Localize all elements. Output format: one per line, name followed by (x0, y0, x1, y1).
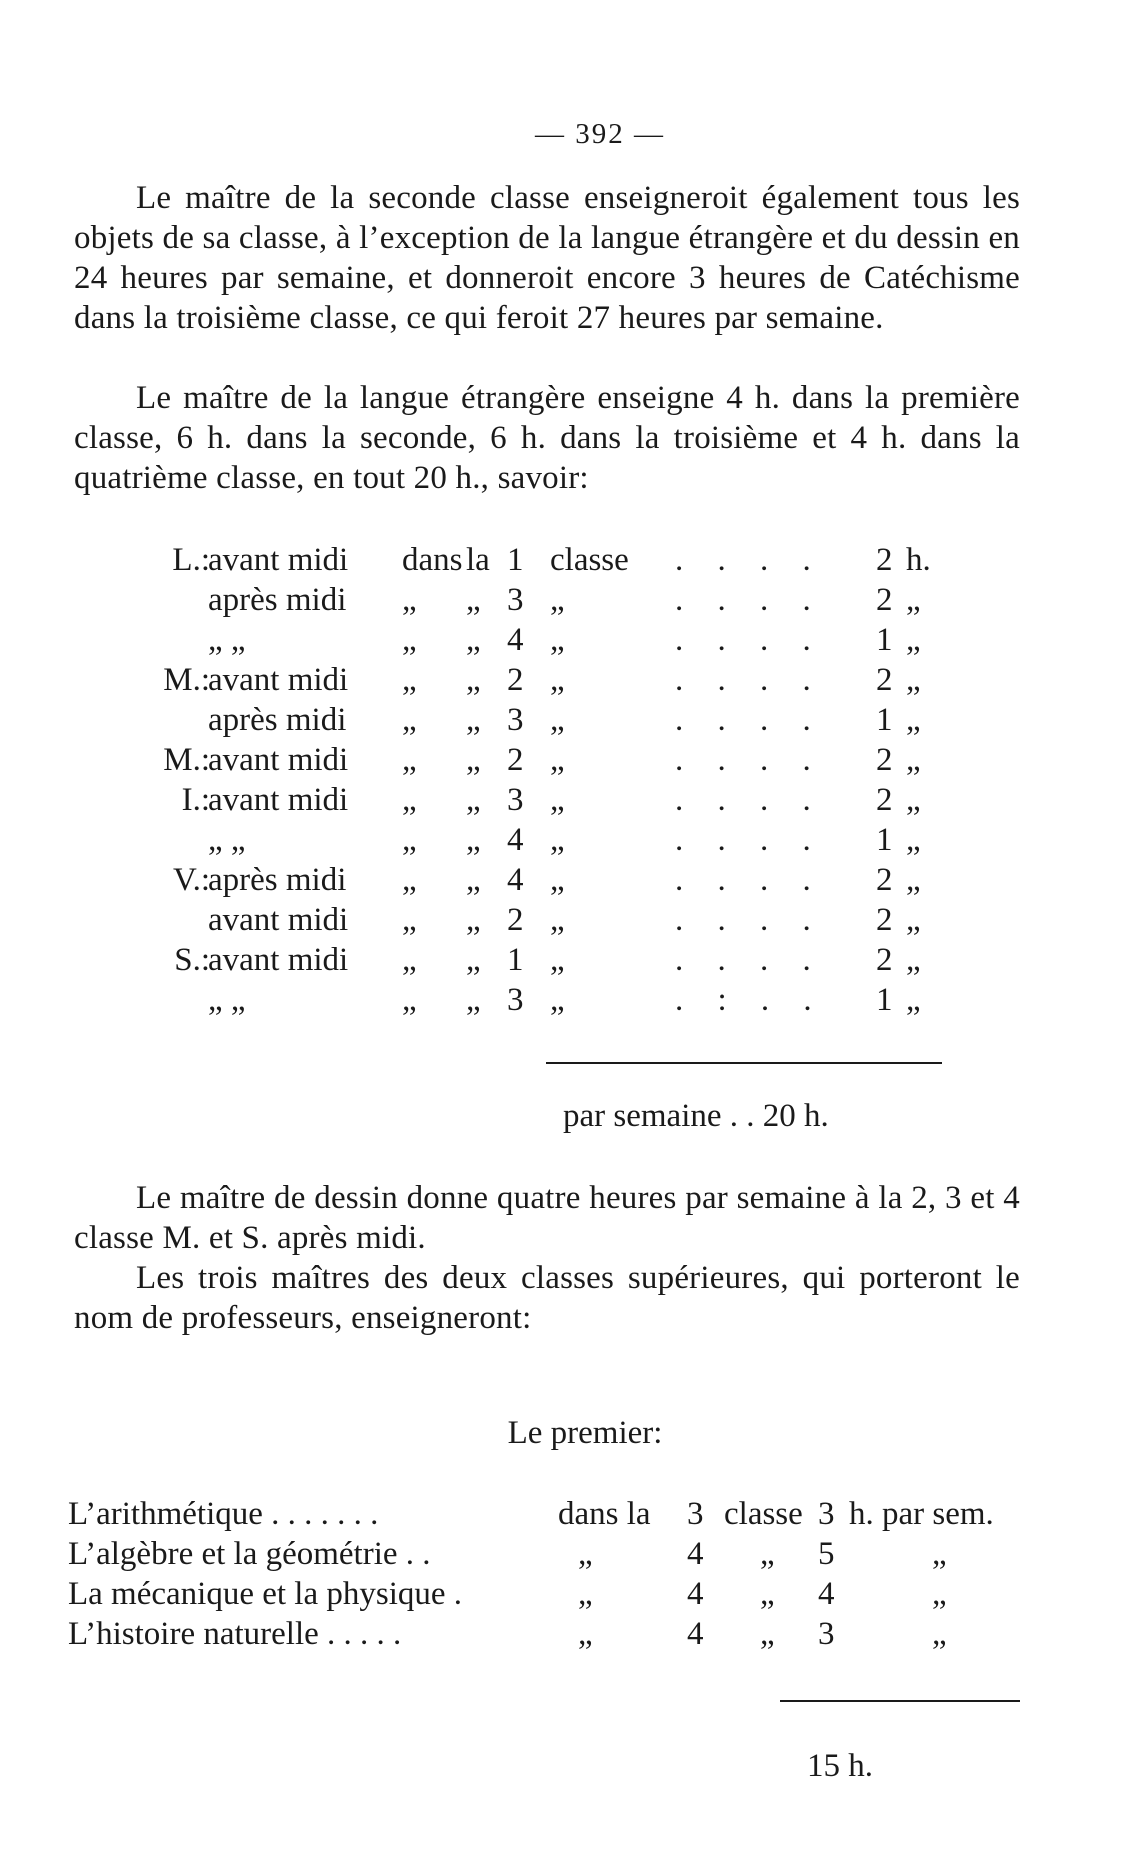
subject-cell-name: La mécanique et la physique . (68, 1576, 463, 1612)
schedule-cell-dots: . : . . (675, 982, 825, 1018)
schedule-cell-time: avant midi (208, 662, 349, 698)
schedule-table (0, 540, 1140, 1020)
schedule-cell-dots: . . . . (675, 702, 824, 738)
schedule-row (0, 980, 1140, 1020)
schedule-cell-cls: 1 (507, 542, 524, 578)
subjects-total: 15 h. (807, 1748, 873, 1784)
schedule-cell-word: „ (550, 982, 565, 1018)
schedule-cell-q1: „ (402, 982, 417, 1018)
schedule-cell-day: S.: (174, 942, 210, 978)
subject-cell-hrs: 3 (818, 1616, 835, 1652)
schedule-cell-dots: . . . . (675, 782, 824, 818)
schedule-row (0, 620, 1140, 660)
schedule-cell-time: après midi (208, 582, 347, 618)
subject-cell-tail: h. par sem. (849, 1496, 994, 1532)
paragraph-text: Les trois maîtres des deux classes supérieures, qui porteront le nom de professeurs, enseigneront: (74, 1260, 1020, 1336)
schedule-cell-q1: „ (402, 782, 417, 818)
schedule-cell-cls: 1 (507, 942, 524, 978)
schedule-cell-word: „ (550, 942, 565, 978)
schedule-total-rule (546, 1062, 942, 1064)
subject-cell-q1: „ (578, 1576, 593, 1612)
schedule-cell-dots: . . . . (675, 942, 824, 978)
schedule-cell-cls: 3 (507, 582, 524, 618)
schedule-cell-q1: dans (402, 542, 463, 578)
schedule-cell-unit: „ (906, 942, 921, 978)
schedule-cell-unit: „ (906, 862, 921, 898)
paragraph-seconde-classe (74, 178, 1020, 338)
schedule-cell-q2: „ (466, 622, 481, 658)
schedule-row (0, 860, 1140, 900)
schedule-cell-word: „ (550, 902, 565, 938)
paragraph-text: Le maître de dessin donne quatre heures par semaine à la 2, 3 et 4 classe M. et S. après midi. (74, 1180, 1020, 1256)
subject-cell-dans: dans la (558, 1496, 651, 1532)
schedule-cell-time: „ „ (208, 622, 246, 658)
schedule-cell-cls: 4 (507, 622, 524, 658)
schedule-cell-q2: „ (466, 902, 481, 938)
schedule-cell-hrs: 1 (876, 822, 893, 858)
schedule-cell-q2: „ (466, 662, 481, 698)
schedule-cell-unit: h. (906, 542, 931, 578)
subject-cell-q2: „ (760, 1616, 775, 1652)
schedule-cell-cls: 2 (507, 742, 524, 778)
subject-cell-q1: „ (578, 1616, 593, 1652)
subject-cell-name: L’histoire naturelle . . . . . (68, 1616, 402, 1652)
page-number: — 392 — (535, 118, 665, 150)
schedule-cell-q2: „ (466, 862, 481, 898)
schedule-cell-q1: „ (402, 582, 417, 618)
schedule-cell-hrs: 2 (876, 942, 893, 978)
schedule-cell-q2: „ (466, 582, 481, 618)
schedule-cell-cls: 3 (507, 702, 524, 738)
subject-cell-q3: „ (932, 1536, 947, 1572)
schedule-row (0, 580, 1140, 620)
schedule-cell-q1: „ (402, 622, 417, 658)
schedule-cell-word: „ (550, 822, 565, 858)
schedule-cell-day: L.: (172, 542, 210, 578)
subject-cell-classe: classe (724, 1496, 803, 1532)
schedule-cell-q1: „ (402, 822, 417, 858)
schedule-cell-word: „ (550, 782, 565, 818)
paragraph-text: Le maître de la seconde classe enseigneroit également tous les objets de sa classe, à l’exception de la langue étrangère et du dessin en 24 heures par semaine, et donneroit encore 3 heures de Catéchisme dans la troisième classe, ce qui feroit 27 heures par semaine. (74, 180, 1020, 336)
schedule-cell-cls: 3 (507, 782, 524, 818)
subject-cell-q3: „ (932, 1576, 947, 1612)
schedule-row (0, 820, 1140, 860)
schedule-cell-q2: „ (466, 702, 481, 738)
schedule-cell-unit: „ (906, 622, 921, 658)
subject-cell-hrs: 4 (818, 1576, 835, 1612)
schedule-cell-dots: . . . . (675, 862, 824, 898)
schedule-cell-time: après midi (208, 862, 347, 898)
subjects-total-rule (780, 1700, 1020, 1702)
schedule-cell-day: M.: (163, 662, 210, 698)
schedule-cell-time: avant midi (208, 742, 349, 778)
schedule-cell-cls: 4 (507, 822, 524, 858)
schedule-cell-time: avant midi (208, 782, 349, 818)
subject-cell-name: L’algèbre et la géométrie . . (68, 1536, 431, 1572)
subject-cell-num: 4 (687, 1616, 704, 1652)
schedule-cell-hrs: 2 (876, 862, 893, 898)
subject-cell-num: 3 (687, 1496, 704, 1532)
schedule-cell-time: „ „ (208, 982, 246, 1018)
schedule-row (0, 780, 1140, 820)
schedule-cell-hrs: 2 (876, 782, 893, 818)
schedule-cell-time: avant midi (208, 942, 349, 978)
schedule-cell-unit: „ (906, 702, 921, 738)
subject-row (0, 1614, 1140, 1654)
schedule-cell-dots: . . . . (675, 622, 824, 658)
schedule-cell-unit: „ (906, 782, 921, 818)
subject-cell-name: L’arithmétique . . . . . . . (68, 1496, 379, 1532)
schedule-cell-hrs: 1 (876, 982, 893, 1018)
schedule-row (0, 660, 1140, 700)
schedule-cell-hrs: 1 (876, 702, 893, 738)
schedule-cell-dots: . . . . (675, 582, 824, 618)
schedule-cell-q2: „ (466, 782, 481, 818)
schedule-cell-q1: „ (402, 862, 417, 898)
schedule-row (0, 700, 1140, 740)
schedule-cell-q2: „ (466, 942, 481, 978)
subject-row (0, 1534, 1140, 1574)
paragraph-dessin (74, 1178, 1020, 1258)
schedule-cell-time: avant midi (208, 542, 349, 578)
subject-cell-num: 4 (687, 1536, 704, 1572)
schedule-cell-q2: „ (466, 822, 481, 858)
schedule-cell-q1: „ (402, 942, 417, 978)
subject-row (0, 1494, 1140, 1534)
schedule-cell-dots: . . . . (675, 902, 824, 938)
schedule-cell-word: „ (550, 582, 565, 618)
subject-cell-q2: „ (760, 1576, 775, 1612)
schedule-cell-time: avant midi (208, 902, 349, 938)
schedule-cell-word: „ (550, 862, 565, 898)
subject-row (0, 1574, 1140, 1614)
schedule-cell-hrs: 2 (876, 742, 893, 778)
schedule-cell-unit: „ (906, 902, 921, 938)
schedule-total: par semaine . . 20 h. (563, 1098, 829, 1134)
schedule-cell-unit: „ (906, 662, 921, 698)
subject-cell-num: 4 (687, 1576, 704, 1612)
subject-cell-q3: „ (932, 1616, 947, 1652)
schedule-cell-dots: . . . . (675, 662, 824, 698)
schedule-cell-cls: 3 (507, 982, 524, 1018)
schedule-cell-hrs: 1 (876, 622, 893, 658)
schedule-cell-hrs: 2 (876, 662, 893, 698)
schedule-cell-cls: 2 (507, 902, 524, 938)
schedule-cell-hrs: 2 (876, 542, 893, 578)
schedule-cell-q1: „ (402, 902, 417, 938)
schedule-cell-q1: „ (402, 702, 417, 738)
schedule-cell-q2: la (466, 542, 490, 578)
subject-cell-hrs: 3 (818, 1496, 835, 1532)
schedule-cell-day: I.: (181, 782, 210, 818)
paragraph-langue-etrangere (74, 378, 1020, 498)
section-heading: Le premier: (507, 1415, 663, 1451)
schedule-cell-unit: „ (906, 742, 921, 778)
schedule-cell-word: „ (550, 662, 565, 698)
schedule-row (0, 540, 1140, 580)
schedule-cell-word: „ (550, 622, 565, 658)
schedule-cell-cls: 2 (507, 662, 524, 698)
schedule-cell-word: classe (550, 542, 629, 578)
paragraph-text: Le maître de la langue étrangère enseigne 4 h. dans la première classe, 6 h. dans la seconde, 6 h. dans la troisième et 4 h. dans la quatrième classe, en tout 20 h., savoir: (74, 380, 1020, 496)
subject-cell-hrs: 5 (818, 1536, 835, 1572)
schedule-row (0, 900, 1140, 940)
schedule-cell-dots: . . . . (675, 742, 824, 778)
schedule-cell-day: M.: (163, 742, 210, 778)
subject-cell-q2: „ (760, 1536, 775, 1572)
schedule-cell-dots: . . . . (675, 542, 824, 578)
schedule-row (0, 940, 1140, 980)
schedule-cell-q2: „ (466, 742, 481, 778)
schedule-row (0, 740, 1140, 780)
paragraph-professeurs (74, 1258, 1020, 1338)
schedule-cell-hrs: 2 (876, 902, 893, 938)
subjects-table (0, 1494, 1140, 1654)
schedule-cell-time: „ „ (208, 822, 246, 858)
schedule-cell-q2: „ (466, 982, 481, 1018)
schedule-cell-word: „ (550, 742, 565, 778)
schedule-cell-day: V.: (173, 862, 210, 898)
schedule-cell-hrs: 2 (876, 582, 893, 618)
subject-cell-q1: „ (578, 1536, 593, 1572)
schedule-cell-unit: „ (906, 822, 921, 858)
schedule-cell-q1: „ (402, 742, 417, 778)
schedule-cell-q1: „ (402, 662, 417, 698)
schedule-cell-unit: „ (906, 582, 921, 618)
schedule-cell-cls: 4 (507, 862, 524, 898)
schedule-cell-dots: . . . . (675, 822, 824, 858)
schedule-cell-time: après midi (208, 702, 347, 738)
schedule-cell-word: „ (550, 702, 565, 738)
schedule-cell-unit: „ (906, 982, 921, 1018)
